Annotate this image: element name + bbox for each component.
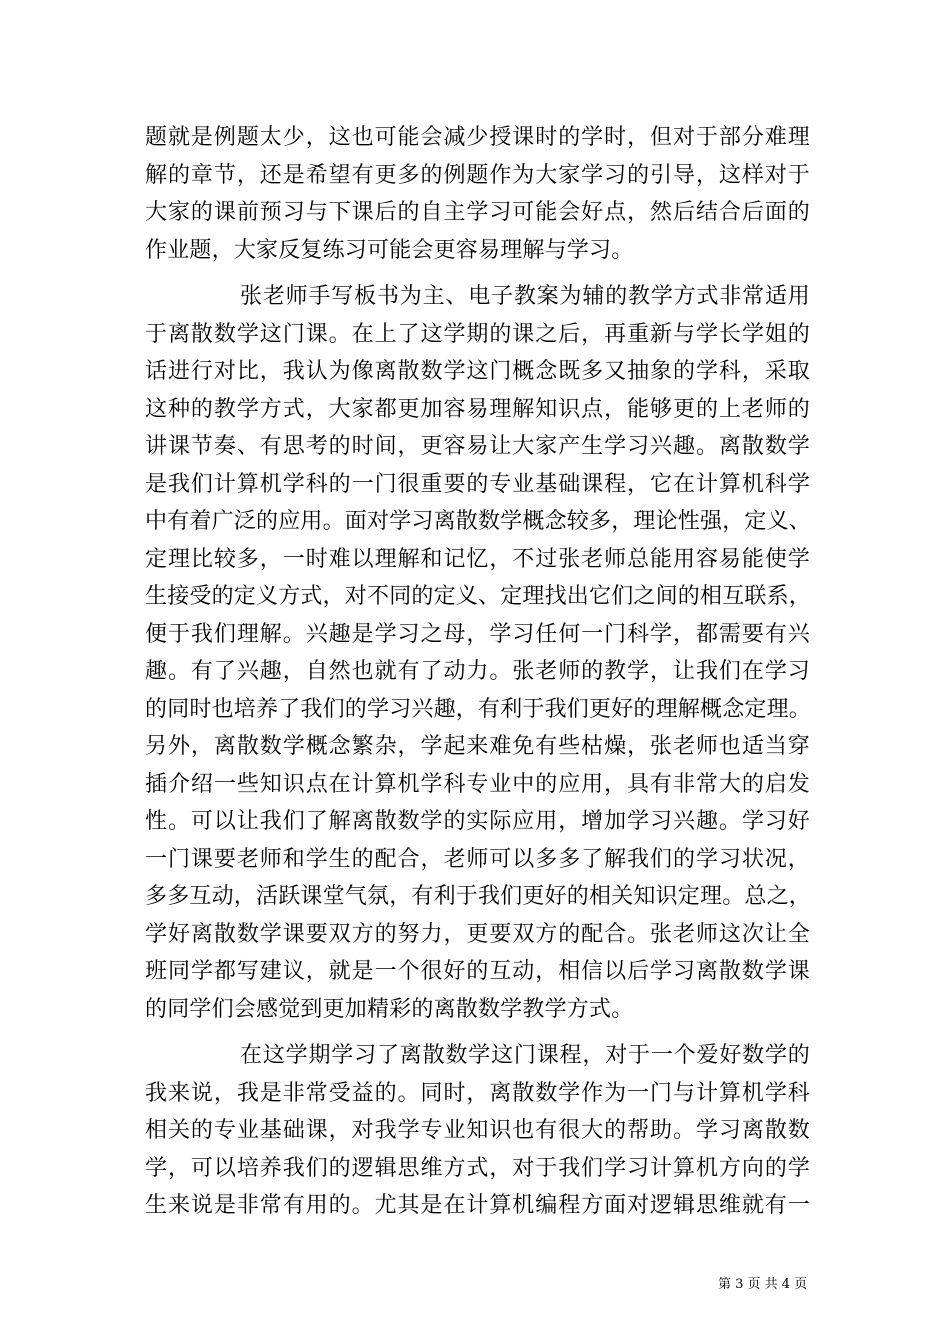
paragraph-2	[145, 278, 810, 1028]
text-line: 定理比较多，一时难以理解和记忆，不过张老师总能用容易能使学	[145, 546, 810, 572]
text-line: 解的章节，还是希望有更多的例题作为大家学习的引导，这样对于	[145, 162, 810, 188]
text-line: 生接受的定义方式，对不同的定义、定理找出它们之间的相互联系，	[145, 584, 812, 609]
text-line: 趣。有了兴趣，自然也就有了动力。张老师的教学，让我们在学习	[145, 659, 810, 684]
paragraph-spacer	[145, 1028, 810, 1037]
text-line: 话进行对比，我认为像离散数学这门概念既多又抽象的学科，采取	[145, 359, 810, 384]
text-line: 另外，离散数学概念繁杂，学起来难免有些枯燥，张老师也适当穿	[145, 734, 810, 759]
text-line: 相关的专业基础课，对我学专业知识也有很大的帮助。学习离散数	[145, 1118, 810, 1143]
paragraph-spacer	[145, 269, 810, 278]
text-line: 在这学期学习了离散数学这门课程，对于一个爱好数学的	[240, 1043, 810, 1068]
text-line: 我来说，我是非常受益的。同时，离散数学作为一门与计算机学科	[145, 1080, 810, 1106]
text-line: 多多互动，活跃课堂气氛，有利于我们更好的相关知识定理。总之，	[145, 884, 812, 909]
text-line: 的同学们会感觉到更加精彩的离散数学教学方式。	[145, 996, 634, 1022]
text-line: 大家的课前预习与下课后的自主学习可能会好点，然后结合后面的	[145, 200, 810, 225]
paragraph-1	[145, 119, 810, 269]
paragraph-3	[145, 1037, 810, 1225]
text-line: 生来说是非常有用的。尤其是在计算机编程方面对逻辑思维就有一	[145, 1193, 810, 1218]
text-line: 班同学都写建议，就是一个很好的互动，相信以后学习离散数学课	[145, 959, 810, 984]
text-line: 的同时也培养了我们的学习兴趣，有利于我们更好的理解概念定理。	[145, 696, 812, 722]
text-line: 这种的教学方式，大家都更加容易理解知识点，能够更的上老师的	[145, 396, 810, 422]
text-line: 一门课要老师和学生的配合，老师可以多多了解我们的学习状况，	[145, 846, 810, 872]
text-line: 是我们计算机学科的一门很重要的专业基础课程，它在计算机科学	[145, 471, 810, 497]
text-line: 便于我们理解。兴趣是学习之母，学习任何一门科学，都需要有兴	[145, 621, 810, 647]
text-line: 学，可以培养我们的逻辑思维方式，对于我们学习计算机方向的学	[145, 1155, 810, 1181]
text-line: 中有着广泛的应用。面对学习离散数学概念较多，理论性强，定义、	[145, 509, 812, 534]
text-line: 作业题，大家反复练习可能会更容易理解与学习。	[145, 237, 634, 263]
text-line: 学好离散数学课要双方的努力，更要双方的配合。张老师这次让全	[145, 921, 810, 947]
text-line: 题就是例题太少，这也可能会减少授课时的学时，但对于部分难理	[145, 125, 810, 150]
page-number-footer: 第 3 页 共 4 页	[718, 1277, 808, 1292]
text-line: 于离散数学这门课。在上了这学期的课之后，再重新与学长学姐的	[145, 321, 810, 347]
text-line: 讲课节奏、有思考的时间，更容易让大家产生学习兴趣。离散数学	[145, 434, 810, 459]
document-body	[145, 119, 810, 1225]
text-line: 性。可以让我们了解离散数学的实际应用，增加学习兴趣。学习好	[145, 809, 810, 834]
text-line: 插介绍一些知识点在计算机学科专业中的应用，具有非常大的启发	[145, 771, 810, 797]
text-line: 张老师手写板书为主、电子教案为辅的教学方式非常适用	[240, 284, 810, 309]
